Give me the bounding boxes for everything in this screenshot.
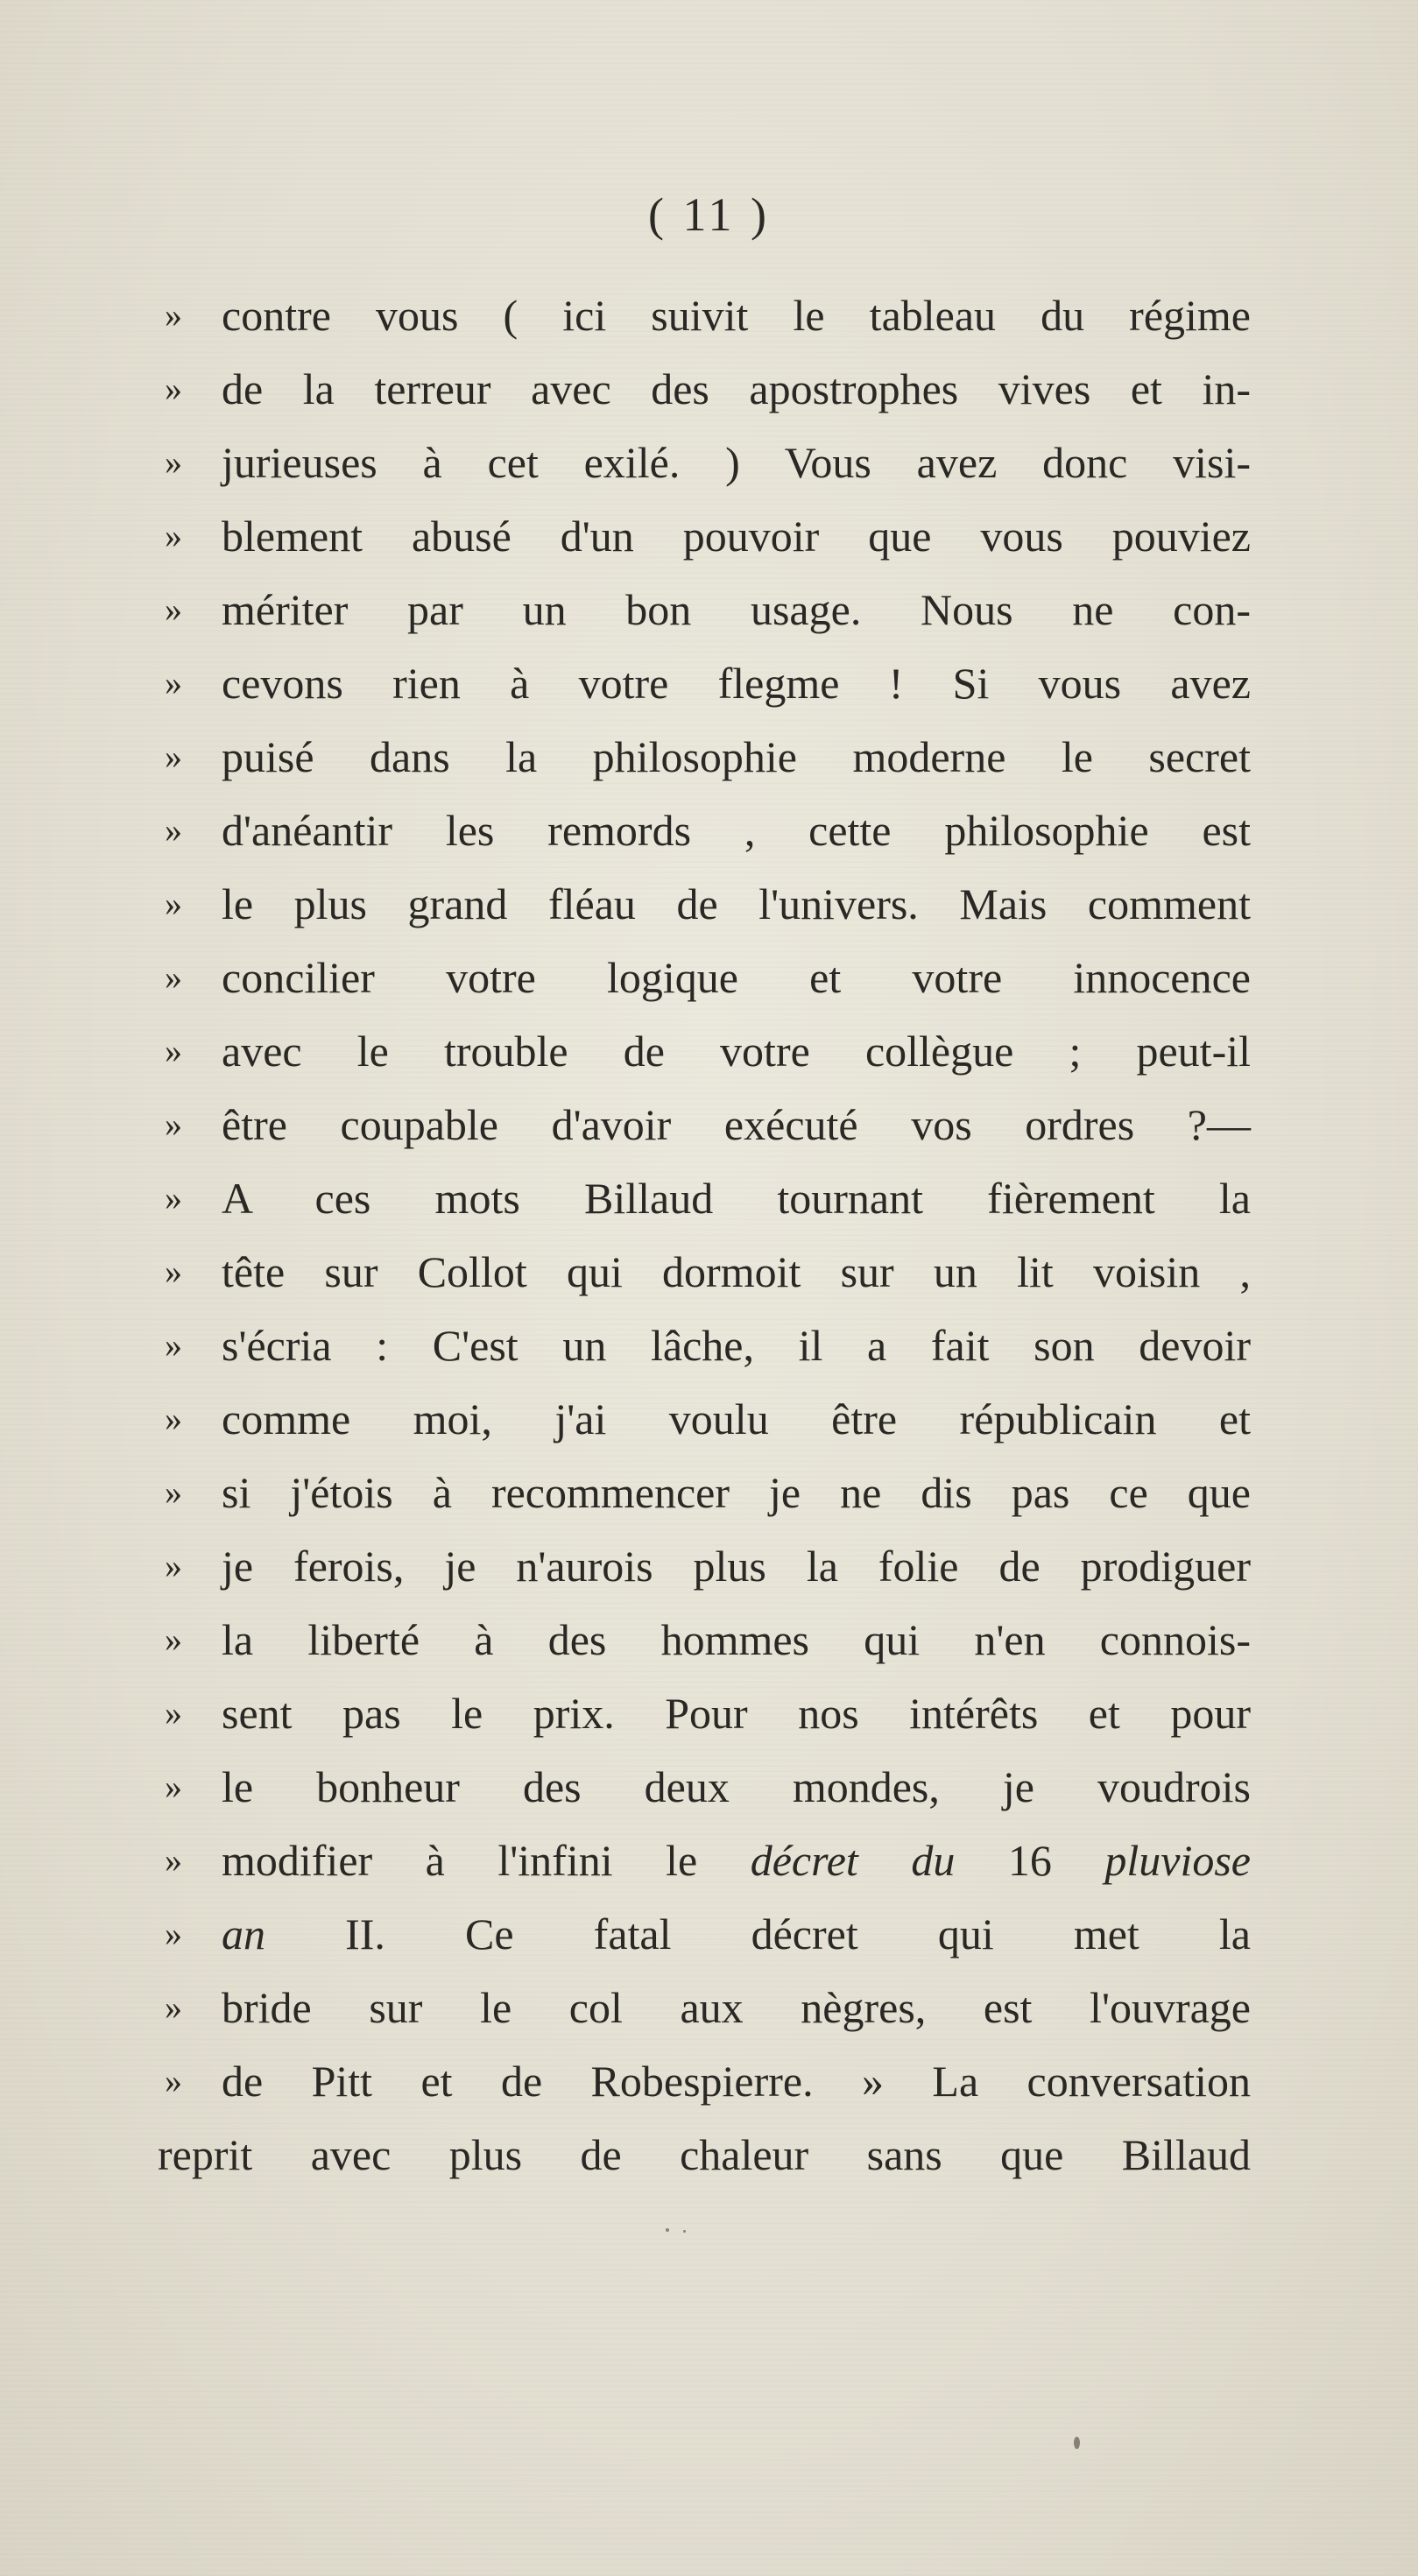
text-line bbox=[165, 794, 1251, 867]
line-text: bride sur le col aux nègres, est l'ouvrage bbox=[222, 1983, 1251, 2032]
quote-mark: » bbox=[165, 1178, 182, 1217]
line-text bbox=[222, 1824, 1251, 1897]
line-text: le plus grand fléau de l'univers. Mais comment bbox=[222, 879, 1251, 928]
line-text: contre vous ( ici suivit le tableau du régime bbox=[222, 291, 1251, 340]
line-text: mériter par un bon usage. Nous ne con- bbox=[222, 585, 1251, 634]
text-line bbox=[165, 1750, 1251, 1824]
text-line bbox=[165, 1309, 1251, 1382]
text-line bbox=[165, 279, 1251, 352]
line-text: la liberté à des hommes qui n'en connois- bbox=[222, 1615, 1251, 1664]
line-text: reprit avec plus de chaleur sans que Billaud bbox=[158, 2130, 1251, 2179]
ink-speck bbox=[1074, 2437, 1080, 2449]
line-text-roman: 16 bbox=[955, 1836, 1105, 1885]
line-text: concilier votre logique et votre innocence bbox=[222, 953, 1251, 1002]
text-line bbox=[165, 1824, 1251, 1897]
quote-mark: » bbox=[165, 1252, 182, 1291]
line-text: de Pitt et de Robespierre. » La conversation bbox=[222, 2057, 1251, 2106]
line-text: comme moi, j'ai voulu être républicain et bbox=[222, 1394, 1251, 1443]
quote-mark: » bbox=[165, 1620, 182, 1659]
quote-mark: » bbox=[165, 1325, 182, 1365]
text-line bbox=[165, 1897, 1251, 1971]
quote-mark: » bbox=[165, 1031, 182, 1070]
text-line bbox=[165, 1971, 1251, 2044]
text-line bbox=[165, 941, 1251, 1014]
quote-mark: » bbox=[165, 1987, 182, 2027]
quote-mark: » bbox=[165, 589, 182, 629]
quote-mark: » bbox=[165, 957, 182, 997]
line-text: puisé dans la philosophie moderne le secret bbox=[222, 732, 1251, 781]
quote-mark: » bbox=[165, 1546, 182, 1585]
quote-mark: » bbox=[165, 1472, 182, 1512]
line-text: tête sur Collot qui dormoit sur un lit voisin , bbox=[222, 1247, 1251, 1296]
text-line bbox=[165, 1676, 1251, 1750]
text-line bbox=[165, 1382, 1251, 1456]
line-text: s'écria : C'est un lâche, il a fait son devoir bbox=[222, 1321, 1251, 1370]
quote-mark: » bbox=[165, 1399, 182, 1438]
ink-speck bbox=[666, 2228, 669, 2232]
line-text-italic: an bbox=[222, 1909, 265, 1958]
page-number: ( 11 ) bbox=[648, 188, 770, 241]
text-line bbox=[165, 573, 1251, 646]
line-text: je ferois, je n'aurois plus la folie de prodiguer bbox=[222, 1542, 1251, 1591]
line-text-roman: modifier à l'infini le bbox=[222, 1836, 751, 1885]
line-text: d'anéantir les remords , cette philosophie est bbox=[222, 806, 1251, 855]
line-text: A ces mots Billaud tournant fièrement la bbox=[222, 1174, 1251, 1223]
quote-mark: » bbox=[165, 1105, 182, 1144]
quote-mark: » bbox=[165, 2061, 182, 2100]
text-line bbox=[165, 1014, 1251, 1088]
line-text: le bonheur des deux mondes, je voudrois bbox=[222, 1762, 1251, 1811]
text-line bbox=[165, 1529, 1251, 1603]
line-text-italic: pluviose bbox=[1104, 1836, 1251, 1885]
text-line bbox=[165, 426, 1251, 499]
line-text: sent pas le prix. Pour nos intérêts et pour bbox=[222, 1689, 1251, 1738]
quote-mark: » bbox=[165, 737, 182, 776]
quote-mark: » bbox=[165, 1840, 182, 1880]
quote-mark: » bbox=[165, 295, 182, 335]
line-text: blement abusé d'un pouvoir que vous pouviez bbox=[222, 512, 1251, 561]
quote-mark: » bbox=[165, 369, 182, 408]
text-line bbox=[165, 867, 1251, 941]
line-text: jurieuses à cet exilé. ) Vous avez donc visi- bbox=[222, 438, 1251, 487]
text-line bbox=[165, 1088, 1251, 1161]
quote-mark: » bbox=[165, 810, 182, 850]
text-line bbox=[165, 499, 1251, 573]
quote-mark: » bbox=[165, 1914, 182, 1953]
line-text: cevons rien à votre flegme ! Si vous avez bbox=[222, 659, 1251, 708]
quote-mark: » bbox=[165, 1767, 182, 1806]
text-line bbox=[165, 646, 1251, 720]
ink-speck bbox=[683, 2230, 686, 2233]
text-line bbox=[165, 1235, 1251, 1309]
line-text-italic: décret du bbox=[750, 1836, 956, 1885]
line-text: avec le trouble de votre collègue ; peut-il bbox=[222, 1027, 1251, 1076]
text-line bbox=[158, 2118, 1251, 2191]
line-text: si j'étois à recommencer je ne dis pas ce que bbox=[222, 1468, 1251, 1517]
quote-mark: » bbox=[165, 442, 182, 482]
body-text bbox=[158, 279, 1251, 2191]
line-text bbox=[222, 1897, 1251, 1971]
text-line bbox=[165, 1456, 1251, 1529]
text-line bbox=[165, 352, 1251, 426]
text-line bbox=[165, 1161, 1251, 1235]
line-text: de la terreur avec des apostrophes vives et in- bbox=[222, 364, 1251, 413]
quote-mark: » bbox=[165, 1693, 182, 1733]
line-text: être coupable d'avoir exécuté vos ordres ?— bbox=[222, 1100, 1251, 1149]
quote-mark: » bbox=[165, 516, 182, 555]
quote-mark: » bbox=[165, 663, 182, 702]
quote-mark: » bbox=[165, 884, 182, 923]
text-line bbox=[165, 2044, 1251, 2118]
line-text-roman: II. Ce fatal décret qui met la bbox=[265, 1909, 1251, 1958]
text-line bbox=[165, 1603, 1251, 1676]
text-line bbox=[165, 720, 1251, 794]
